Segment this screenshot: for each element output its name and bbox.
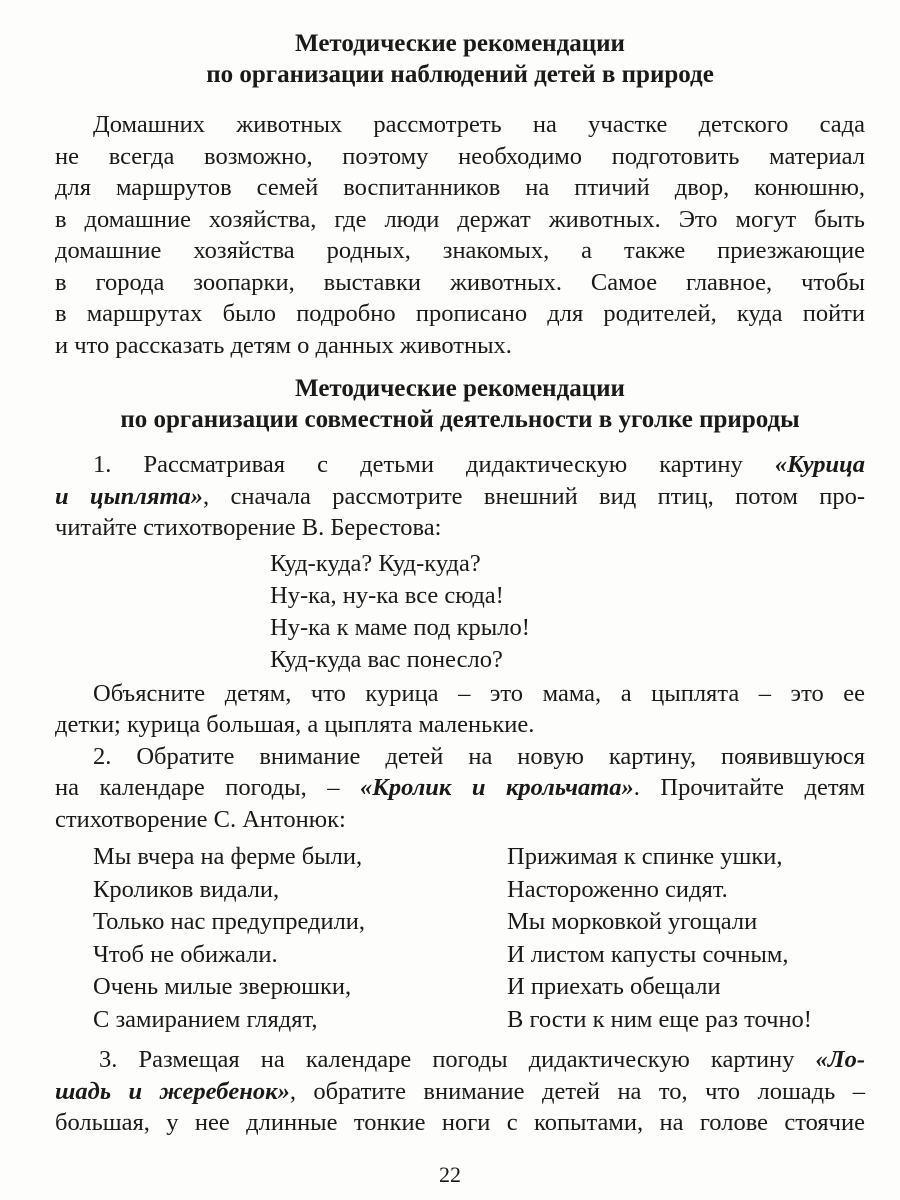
poem-line: Куд-куда? Куд-куда? — [270, 549, 481, 577]
text-line: в домашние хозяйства, где люди держат животных. Это могут быть — [55, 205, 865, 233]
poem-column-right — [465, 841, 865, 1036]
text-segment: 1. Рассматривая с детьми дидактическую картину — [93, 451, 775, 478]
heading-joint-activity — [55, 373, 865, 435]
poem-line: Очень милые зверюшки, — [93, 973, 352, 1000]
heading-line: Методические рекомендации — [295, 30, 625, 57]
page-number: 22 — [439, 1162, 461, 1187]
text-line: в маршрутах было подробно прописано для родителей, куда пойти — [55, 300, 865, 327]
text-line: 2. Обратите внимание детей на новую картину, появившуюся — [93, 742, 865, 770]
poem-line: Прижимая к спинке ушки, — [507, 843, 783, 870]
text-line: Объясните детям, что курица – это мама, а цыплята – это ее — [93, 679, 865, 707]
poem-line: Мы вчера на ферме были, — [93, 843, 363, 870]
heading-observations — [55, 28, 865, 90]
text-line — [55, 449, 865, 481]
picture-title: «Кролик и крольчата» — [359, 774, 634, 801]
picture-title: шадь и жеребенок» — [55, 1077, 290, 1105]
text-line — [55, 772, 865, 804]
text-segment: на календаре погоды, – — [55, 774, 360, 801]
poem-line: В гости к ним еще раз точно! — [507, 1005, 812, 1033]
poem-line: С замиранием глядят, — [93, 1005, 318, 1033]
text-line: в города зоопарки, выставки животных. Самое главное, чтобы — [55, 268, 865, 296]
text-line: домашние хозяйства родных, знакомых, а также приезжающие — [55, 237, 865, 264]
text-segment: , обратите внимание детей на то, что лошадь – — [289, 1077, 866, 1105]
poem-line: Настороженно сидят. — [507, 875, 728, 903]
text-line: детки; курица большая, а цыплята маленькие. — [55, 711, 535, 738]
text-line — [55, 1076, 865, 1108]
text-segment: , сначала рассмотрите внешний вид птиц, потом про- — [203, 482, 865, 510]
text-segment: . Прочитайте детям — [633, 774, 865, 801]
poem-line: И приехать обещали — [507, 973, 721, 1000]
picture-title: и цыплята» — [55, 482, 204, 510]
picture-title: «Ло- — [815, 1046, 865, 1073]
poem-line: Мы морковкой угощали — [507, 908, 758, 935]
heading-line: Методические рекомендации — [295, 375, 625, 402]
poem-antonyuk — [55, 841, 865, 1036]
text-line: большая, у нее длинные тонкие ноги с копытами, на голове стоячие — [55, 1109, 865, 1136]
poem-line: Куд-куда вас понесло? — [270, 645, 503, 673]
heading-line: по организации наблюдений детей в природе — [206, 61, 714, 88]
text-line: и что рассказать детям о данных животных. — [55, 331, 512, 359]
text-line — [55, 1044, 865, 1076]
poem-line: Только нас предупредили, — [93, 908, 366, 935]
text-line — [55, 481, 865, 513]
text-line: Домашних животных рассмотреть на участке детского сада — [93, 111, 865, 138]
item-1-chicken — [55, 449, 865, 544]
text-segment: 3. Размещая на календаре погоды дидактическую картину — [99, 1046, 816, 1073]
page — [55, 28, 865, 1139]
text-line: стихотворение С. Антонюк: — [55, 805, 346, 833]
item-3-horse — [55, 1044, 865, 1139]
text-line: для маршрутов семей воспитанников на птичий двор, конюшню, — [55, 174, 865, 201]
poem-column-left — [55, 841, 465, 1036]
poem-line: Кроликов видали, — [93, 875, 280, 903]
poem-line: Ну-ка, ну-ка все сюда! — [270, 581, 504, 609]
poem-line: Ну-ка к маме под крыло! — [270, 613, 530, 641]
poem-line: Чтоб не обижали. — [93, 940, 278, 968]
poem-berestov — [55, 548, 865, 676]
text-line: читайте стихотворение В. Берестова: — [55, 514, 442, 541]
paragraph-domestic-animals — [55, 109, 865, 361]
text-line: не всегда возможно, поэтому необходимо подготовить материал — [55, 142, 865, 170]
poem-line: И листом капусты сочным, — [507, 940, 789, 968]
picture-title: «Курица — [774, 451, 865, 478]
paragraph-explain — [55, 678, 865, 741]
item-2-rabbit — [55, 741, 865, 836]
heading-line: по организации совместной деятельности в уголке природы — [120, 406, 800, 433]
